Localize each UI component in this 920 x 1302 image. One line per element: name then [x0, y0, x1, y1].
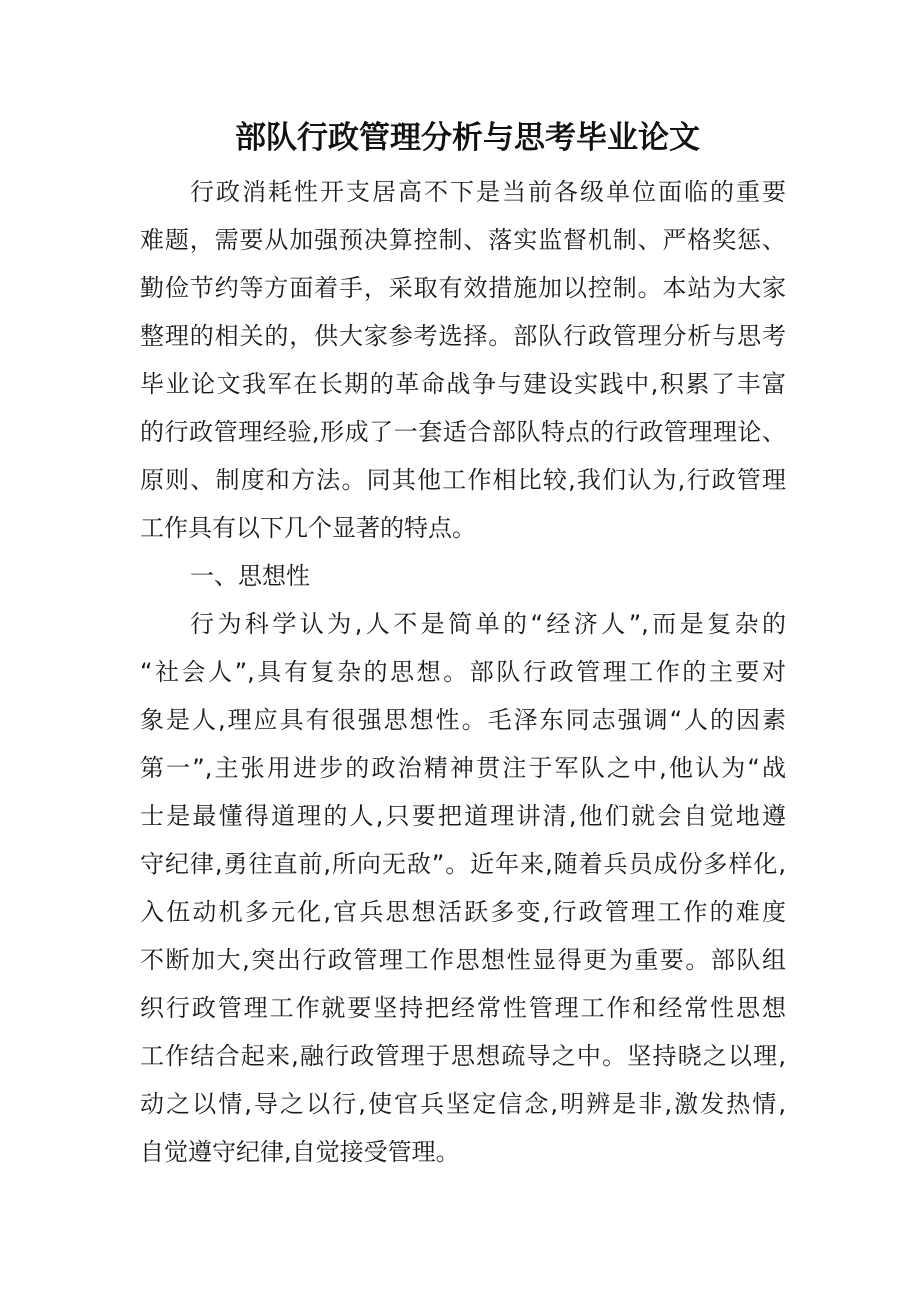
text-line: 动之以情,导之以行,使官兵坚定信念,明辨是非,激发热情, — [140, 1090, 786, 1118]
text-line: 第一”,主张用进步的政治精神贯注于军队之中,他认为“战 — [140, 754, 786, 782]
text-line: “社会人”,具有复杂的思想。部队行政管理工作的主要对 — [140, 658, 786, 686]
text-line: 勤俭节约等方面着手，采取有效措施加以控制。本站为大家 — [140, 274, 786, 302]
text-line: 一、思想性 — [190, 562, 310, 590]
text-line: 难题，需要从加强预决算控制、落实监督机制、严格奖惩、 — [140, 226, 786, 254]
text-line: 象是人,理应具有很强思想性。毛泽东同志强调“人的因素 — [140, 706, 786, 734]
text-line: 守纪律,勇往直前,所向无敌”。近年来,随着兵员成份多样化, — [140, 850, 786, 878]
text-line: 士是最懂得道理的人,只要把道理讲清,他们就会自觉地遵 — [140, 802, 786, 830]
document-body — [140, 172, 786, 1180]
text-line: 工作具有以下几个显著的特点。 — [140, 514, 476, 542]
text-line: 行政消耗性开支居高不下是当前各级单位面临的重要 — [190, 178, 786, 206]
document-title: 部队行政管理分析与思考毕业论文 — [235, 120, 700, 156]
text-line: 行为科学认为,人不是简单的“经济人”,而是复杂的 — [190, 610, 786, 638]
text-line: 的行政管理经验,形成了一套适合部队特点的行政管理理论、 — [140, 418, 786, 446]
text-line: 不断加大,突出行政管理工作思想性显得更为重要。部队组 — [140, 946, 786, 974]
text-line: 工作结合起来,融行政管理于思想疏导之中。坚持晓之以理, — [140, 1042, 786, 1070]
text-line: 自觉遵守纪律,自觉接受管理。 — [140, 1138, 460, 1166]
text-line: 入伍动机多元化,官兵思想活跃多变,行政管理工作的难度 — [140, 898, 786, 926]
text-line: 织行政管理工作就要坚持把经常性管理工作和经常性思想 — [140, 994, 786, 1022]
section-heading — [140, 556, 786, 604]
text-line: 整理的相关的，供大家参考选择。部队行政管理分析与思考 — [140, 322, 786, 350]
paragraph — [140, 604, 786, 1180]
text-line: 毕业论文我军在长期的革命战争与建设实践中,积累了丰富 — [140, 370, 786, 398]
text-line: 原则、制度和方法。同其他工作相比较,我们认为,行政管理 — [140, 466, 786, 494]
paragraph — [140, 172, 786, 556]
